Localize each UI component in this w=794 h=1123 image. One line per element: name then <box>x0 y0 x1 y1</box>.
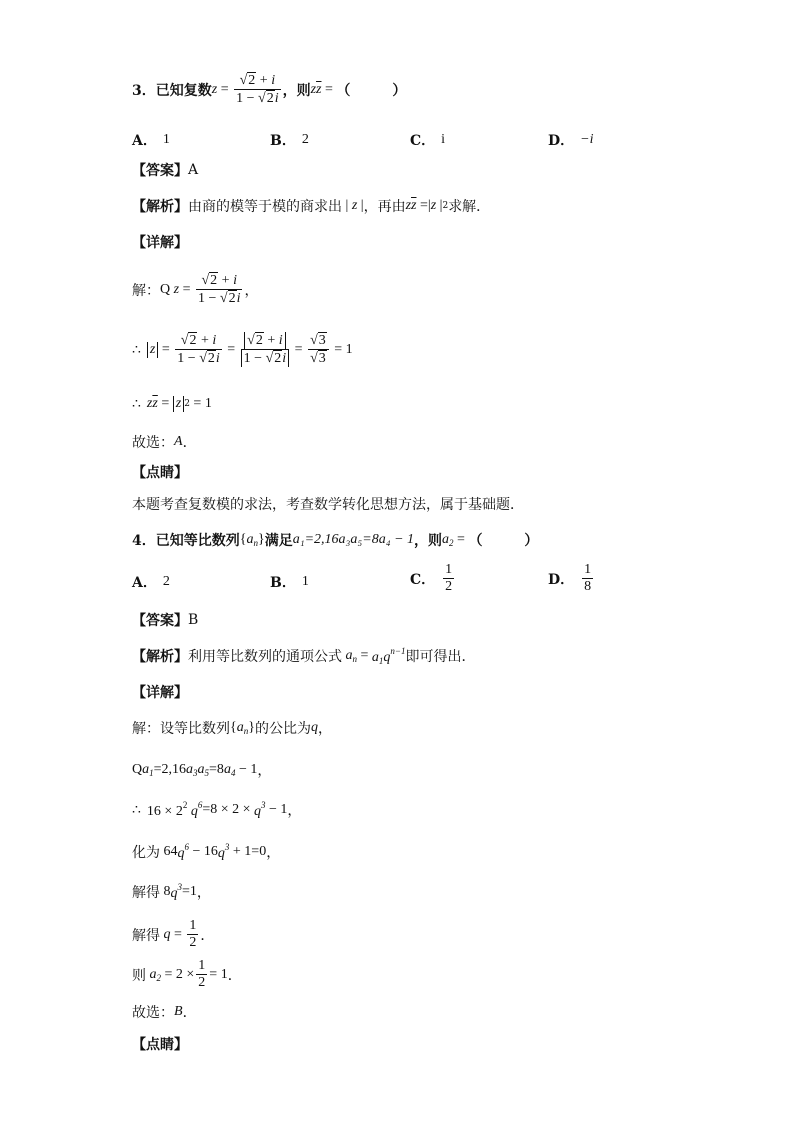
q3-option-c: C． i <box>410 132 446 149</box>
q4-step2: Q $a_1$ =2,16 $a_3a_5$ =8 $a_4$ − 1 ， <box>132 762 272 779</box>
q4-option-c: C． $\frac{1}{2}$ <box>410 562 453 594</box>
q3-answer: 【答案】 A <box>132 162 199 179</box>
q3-step2: ∴ z = √ 2 + i 1 − √ 2 i = √ 2 + i 1 − √ 2 i = √ 3 √ 3 = 1 <box>132 333 353 366</box>
q3-step3: ∴ z $\overline{z}$ = z 2 = 1 <box>132 396 212 412</box>
q3-result: 故选： A ． <box>132 434 197 451</box>
q3-option-b: B． 2 <box>270 132 309 149</box>
q4-result: 故选： B ． <box>132 1004 197 1021</box>
q3-number: 3． <box>132 82 156 99</box>
q4-step5: 解得 8 $q^3$ =1 ， <box>132 882 211 901</box>
q3-comment-tag: 【点睛】 <box>132 465 188 481</box>
q3-step1: 解： Q z = √ 2 + i 1 − √ 2 i ， <box>132 273 259 306</box>
q3-option-a: A． 1 <box>132 132 170 149</box>
q3-stem-mid: ，则 <box>282 82 311 99</box>
q4-option-c-fraction: $\frac{1}{2}$ <box>445 562 453 594</box>
q4-stem: 4． 已知等比数列 { $a_n$ } 满足 a₁=2,16a₃a₅=8a₄ − 1 ，则 $a_2$ = （ ） <box>132 532 539 549</box>
q4-option-d-fraction: $\frac{1}{8}$ <box>584 562 592 594</box>
q4-step1: 解：设等比数列 { $a_n$ } 的公比为 q ， <box>132 720 332 737</box>
q4-step6: 解得 q = $\frac{1}{2}$ ． <box>132 918 215 950</box>
q3-detail-tag: 【详解】 <box>132 235 188 251</box>
q3-stem-prefix: 已知复数 <box>155 82 212 99</box>
q4-comment-tag: 【点睛】 <box>132 1037 188 1053</box>
q3-option-d: D． −i <box>548 132 594 149</box>
q3-fraction: √ 2 + i 1 − √ 2 i <box>236 73 279 106</box>
q4-answer: 【答案】 B <box>132 612 199 629</box>
q3-comment: 本题考查复数模的求法，考查数学转化思想方法，属于基础题． <box>132 497 524 513</box>
q3-paren: （ ） <box>336 82 407 99</box>
q4-step7: 则 $a_2$ = 2 × $\frac{1}{2}$ = 1 ． <box>132 958 242 990</box>
q3-analysis: 【解析】 由商的模等于模的商求出 | z | ，再由 z $\overline{z}$ =| z | 2 求解． <box>132 198 491 215</box>
q4-analysis: 【解析】 利用等比数列的通项公式 $a_n$ = $a_1q^{n-1}$ 即可得出． <box>132 646 476 666</box>
q4-option-b: B． 1 <box>270 574 309 591</box>
q4-step3: ∴ $16 \times 2^2$ $q^6$ =8 × 2 × $q^3$ − 1 ， <box>132 800 302 819</box>
q4-detail-tag: 【详解】 <box>132 685 188 701</box>
q3-stem: 3． 已知复数 z = √ 2 + i 1 − √ 2 i ，则 z $\overline{z}$ = （ ） <box>132 73 407 106</box>
q4-step4: 化为 64 $q^6$ − 16 $q^3$ + 1=0 ， <box>132 842 281 861</box>
q4-option-a: A． 2 <box>132 574 170 591</box>
q4-option-d: D． $\frac{1}{8}$ <box>548 562 592 594</box>
